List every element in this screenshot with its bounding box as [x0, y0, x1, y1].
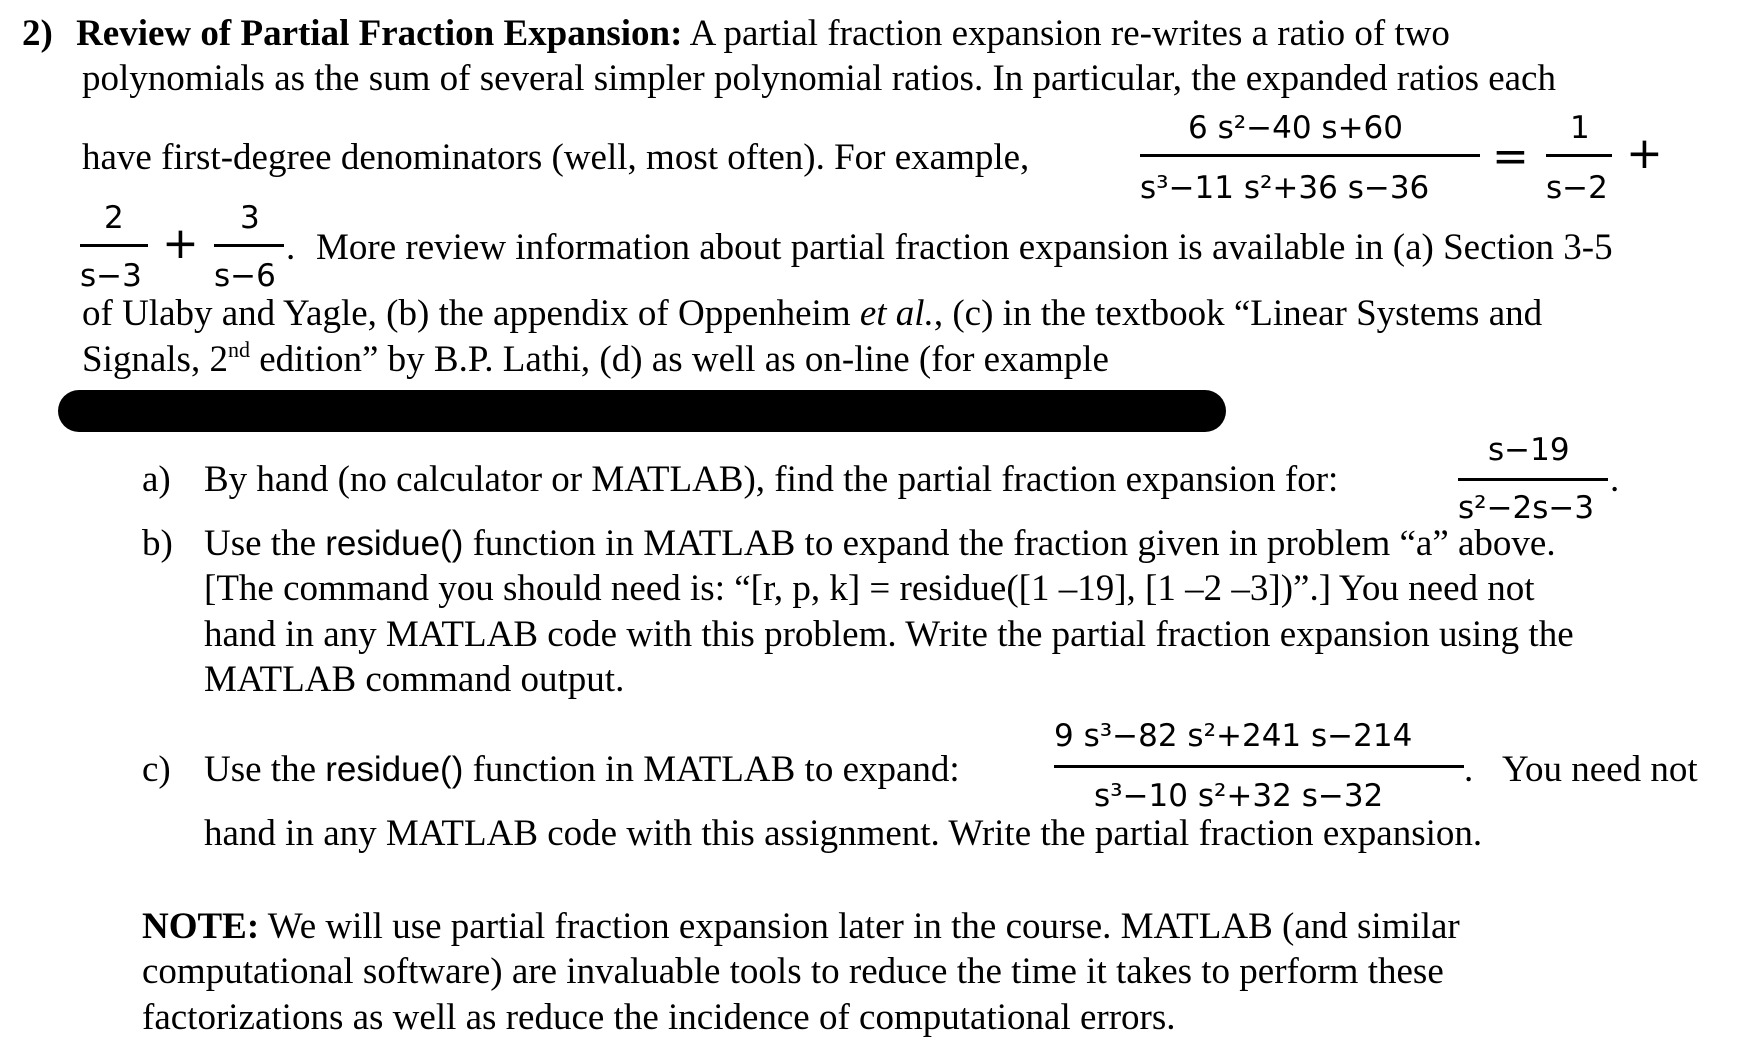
term1-numerator: 1 — [1570, 110, 1590, 146]
part-a-bar — [1458, 478, 1608, 481]
problem-line-3: have first-degree denominators (well, most often). For example, — [82, 137, 1030, 178]
et-al: et al. — [859, 293, 934, 334]
part-a-text: By hand (no calculator or MATLAB), find the partial fraction expansion for: — [204, 459, 1339, 500]
term2-denominator: s−3 — [80, 258, 142, 294]
note-text-1: We will use partial fraction expansion later in the course. MATLAB (and similar — [259, 906, 1460, 947]
example-period: . — [286, 227, 296, 268]
part-b-text-a: Use the — [204, 523, 326, 564]
problem-line-5 — [82, 292, 1542, 336]
part-a-numerator: s−19 — [1488, 432, 1570, 468]
part-c-denominator: s³−10 s²+32 s−32 — [1094, 778, 1384, 814]
term1-denominator: s−2 — [1546, 170, 1608, 206]
term2-bar — [80, 244, 148, 247]
part-b-line-4: MATLAB command output. — [204, 659, 625, 700]
term3-bar — [214, 244, 284, 247]
part-c-text-b: function in MATLAB to expand: — [463, 749, 960, 790]
part-c-line-2: hand in any MATLAB code with this assignment. Write the partial fraction expansion. — [204, 813, 1483, 854]
part-c-line-1 — [204, 748, 960, 792]
part-c-label: c) — [142, 749, 171, 790]
plus-sign-2: + — [162, 218, 199, 269]
problem-intro: A partial fraction expansion re-writes a ratio of two — [682, 13, 1450, 54]
plus-sign-1: + — [1626, 128, 1663, 179]
line6-part-b: edition” by B.P. Lathi, (d) as well as on-line (for example — [249, 339, 1109, 380]
term2-numerator: 2 — [104, 200, 124, 236]
note-line-2: computational software) are invaluable tools to reduce the time it takes to perform these — [142, 951, 1444, 992]
part-c-text-c: You need not — [1502, 749, 1698, 790]
term3-denominator: s−6 — [214, 258, 276, 294]
part-b-line-1 — [204, 522, 1556, 566]
residue-function-name-c: residue() — [325, 750, 464, 789]
part-c-text-a: Use the — [204, 749, 326, 790]
problem-number: 2) — [22, 13, 53, 54]
example-denominator: s³−11 s²+36 s−36 — [1140, 170, 1430, 206]
superscript-nd: nd — [227, 337, 250, 362]
note-line-3: factorizations as well as reduce the incidence of computational errors. — [142, 997, 1176, 1038]
problem-line-6 — [82, 338, 1109, 382]
part-a-denominator: s²−2s−3 — [1458, 490, 1595, 526]
residue-function-name: residue() — [325, 524, 464, 563]
part-c-numerator: 9 s³−82 s²+241 s−214 — [1054, 718, 1413, 754]
problem-line-2: polynomials as the sum of several simpler polynomial ratios. In particular, the expanded ratios each — [82, 58, 1556, 99]
problem-header — [22, 12, 1450, 56]
example-equals: = — [1492, 131, 1529, 182]
term1-bar — [1546, 154, 1612, 157]
part-c-bar — [1054, 765, 1464, 768]
note-line-1 — [142, 905, 1460, 949]
line5-part-b: , (c) in the textbook “Linear Systems and — [933, 293, 1543, 334]
line5-part-a: of Ulaby and Yagle, (b) the appendix of Oppenheim — [82, 293, 860, 334]
part-b-line-2: [The command you should need is: “[r, p, k] = residue([1 –19], [1 –2 –3])”.] You need not — [204, 568, 1535, 609]
part-c-period: . — [1464, 749, 1474, 790]
part-b-line-3: hand in any MATLAB code with this problem. Write the partial fraction expansion using the — [204, 614, 1574, 655]
problem-title: Review of Partial Fraction Expansion: — [76, 13, 683, 54]
note-label: NOTE: — [142, 906, 260, 947]
problem-line-4: More review information about partial fraction expansion is available in (a) Section 3-5 — [316, 227, 1613, 268]
example-fraction-bar — [1140, 154, 1480, 157]
part-b-label: b) — [142, 523, 173, 564]
redaction-bar — [58, 390, 1226, 432]
term3-numerator: 3 — [240, 200, 260, 236]
part-b-text-b: function in MATLAB to expand the fraction given in problem “a” above. — [463, 523, 1556, 564]
line6-part-a: Signals, 2 — [82, 339, 228, 380]
part-a-label: a) — [142, 459, 171, 500]
part-a-period: . — [1610, 459, 1620, 500]
example-numerator: 6 s²−40 s+60 — [1188, 110, 1404, 146]
